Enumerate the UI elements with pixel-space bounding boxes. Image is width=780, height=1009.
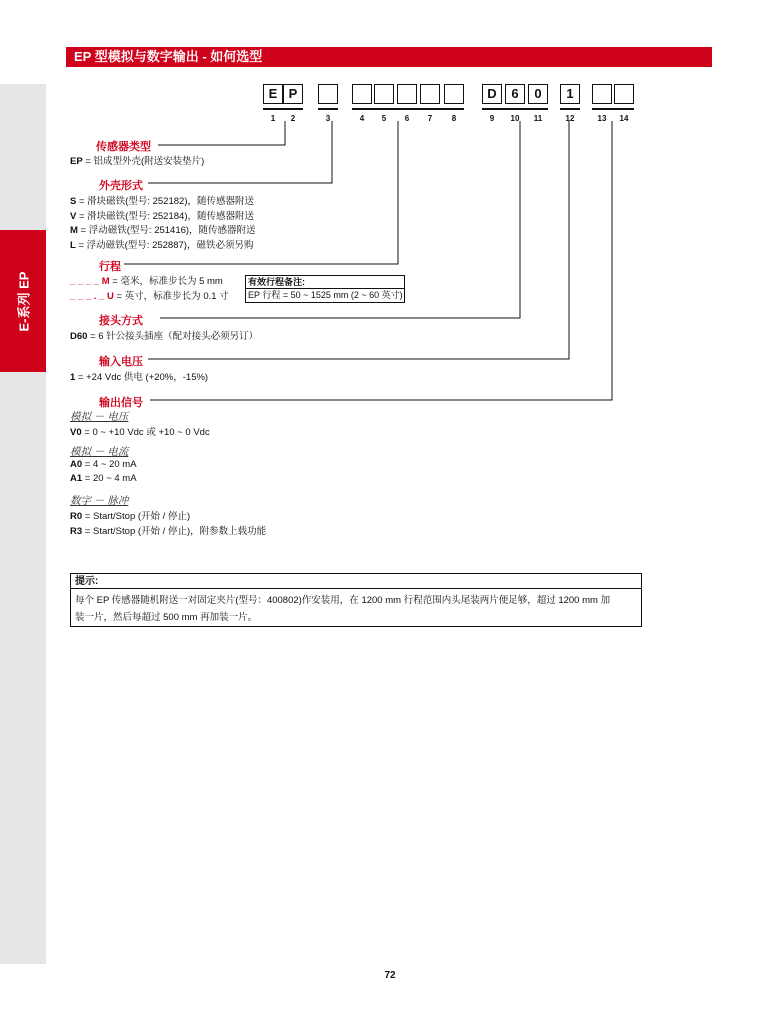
page-header: EP 型模拟与数字输出 - 如何选型 bbox=[66, 47, 712, 67]
position-number: 4 bbox=[359, 114, 365, 123]
code: R3 bbox=[70, 526, 83, 537]
desc: = 浮动磁铁(型号: 252887)，磁铁必须另购 bbox=[75, 239, 254, 251]
position-number: 11 bbox=[533, 114, 543, 123]
code: L bbox=[70, 239, 76, 251]
stroke-item bbox=[70, 288, 229, 302]
voltage-label: 输入电压 bbox=[99, 356, 143, 368]
output-a0 bbox=[70, 459, 137, 470]
sensor-type-ep bbox=[70, 153, 204, 167]
code: R0 bbox=[70, 511, 83, 522]
position-number: 3 bbox=[325, 114, 331, 123]
tip-line-2: 装一片，然后每超过 500 mm 再加装一片。 bbox=[75, 612, 258, 623]
housing-item bbox=[70, 222, 256, 236]
connector-d60 bbox=[70, 328, 258, 342]
page-number: 72 bbox=[384, 970, 396, 981]
code: D60 bbox=[70, 331, 88, 342]
desc: = 铝成型外壳(附送安装垫片) bbox=[82, 156, 205, 167]
position-number: 13 bbox=[597, 114, 607, 123]
housing-item bbox=[70, 237, 253, 251]
voltage-1 bbox=[70, 369, 208, 383]
desc: = 0 ~ +10 Vdc 或 +10 ~ 0 Vdc bbox=[81, 427, 210, 438]
desc: = Start/Stop (开始 / 停止) bbox=[82, 511, 191, 522]
analog-voltage-title: 模拟 － 电压 bbox=[70, 411, 129, 423]
housing-label: 外壳形式 bbox=[99, 180, 143, 192]
position-number: 8 bbox=[451, 114, 457, 123]
desc: = +24 Vdc 供电 (+20%，-15%) bbox=[75, 372, 209, 383]
code: A1 bbox=[70, 473, 83, 484]
code-box-9: D bbox=[482, 84, 502, 104]
tip-body bbox=[71, 589, 641, 629]
desc: = 浮动磁铁(型号: 251416)，随传感器附送 bbox=[77, 225, 256, 236]
position-number: 1 bbox=[270, 114, 276, 123]
code-box-12: 1 bbox=[560, 84, 580, 104]
code: M bbox=[70, 225, 78, 236]
code: A0 bbox=[70, 459, 83, 470]
tip-title: 提示: bbox=[71, 574, 641, 589]
desc: = 6 针公接头插座（配对接头必须另订） bbox=[87, 331, 259, 342]
stroke-note-title: 有效行程备注: bbox=[246, 276, 404, 289]
code-box-11: 0 bbox=[528, 84, 548, 104]
position-number: 9 bbox=[489, 114, 495, 123]
code: U bbox=[106, 291, 114, 302]
digital-title: 数字 － 脉冲 bbox=[70, 495, 129, 507]
desc: = 毫米，标准步长为 5 mm bbox=[109, 276, 223, 287]
desc: = 英寸，标准步长为 0.1 寸 bbox=[113, 291, 229, 302]
stroke-placeholder: _ _ _ . _ bbox=[70, 291, 107, 302]
position-number: 2 bbox=[290, 114, 296, 123]
output-r3 bbox=[70, 523, 266, 537]
housing-item bbox=[70, 193, 254, 207]
output-r0 bbox=[70, 508, 190, 522]
position-number: 5 bbox=[381, 114, 387, 123]
desc: = 20 ~ 4 mA bbox=[82, 473, 137, 484]
stroke-note-box bbox=[245, 275, 405, 303]
tip-line-1: 每个 EP 传感器随机附送一对固定夹片(型号：400802)作安装用，在 1200 mm 行程范围内头尾装两片便足够，超过 1200 mm 加 bbox=[75, 595, 611, 606]
code-box-2: P bbox=[283, 84, 303, 104]
connector-label: 接头方式 bbox=[99, 315, 143, 327]
code: 1 bbox=[70, 372, 76, 383]
desc: = 滑块磁铁(型号: 252184)，随传感器附送 bbox=[76, 210, 254, 222]
position-number: 14 bbox=[619, 114, 629, 123]
desc: = 4 ~ 20 mA bbox=[82, 459, 137, 470]
code: V bbox=[70, 210, 77, 222]
code: S bbox=[70, 196, 77, 207]
stroke-label: 行程 bbox=[99, 261, 121, 273]
output-label: 输出信号 bbox=[99, 397, 143, 409]
analog-current-title: 模拟 － 电流 bbox=[70, 446, 129, 458]
stroke-note-text: EP 行程 = 50 ~ 1525 mm (2 ~ 60 英寸) bbox=[248, 290, 403, 300]
stroke-placeholder: _ _ _ _ bbox=[70, 276, 102, 287]
position-number: 10 bbox=[510, 114, 520, 123]
desc: = Start/Stop (开始 / 停止)，附参数上载功能 bbox=[82, 526, 267, 537]
code: EP bbox=[70, 156, 83, 167]
position-number: 12 bbox=[565, 114, 575, 123]
code-box-1: E bbox=[263, 84, 283, 104]
code-box-10: 6 bbox=[505, 84, 525, 104]
position-number: 6 bbox=[404, 114, 410, 123]
sensor-type-label: 传感器类型 bbox=[96, 141, 151, 153]
tip-box bbox=[70, 573, 642, 627]
position-number: 7 bbox=[427, 114, 433, 123]
output-v0 bbox=[70, 424, 210, 438]
section-tab-label: E-系列 EP bbox=[16, 271, 32, 331]
output-a1 bbox=[70, 473, 137, 484]
housing-item bbox=[70, 208, 254, 222]
stroke-item bbox=[70, 273, 223, 287]
code: M bbox=[101, 276, 110, 287]
desc: = 滑块磁铁(型号: 252182)，随传感器附送 bbox=[76, 196, 254, 207]
code: V0 bbox=[70, 427, 82, 438]
